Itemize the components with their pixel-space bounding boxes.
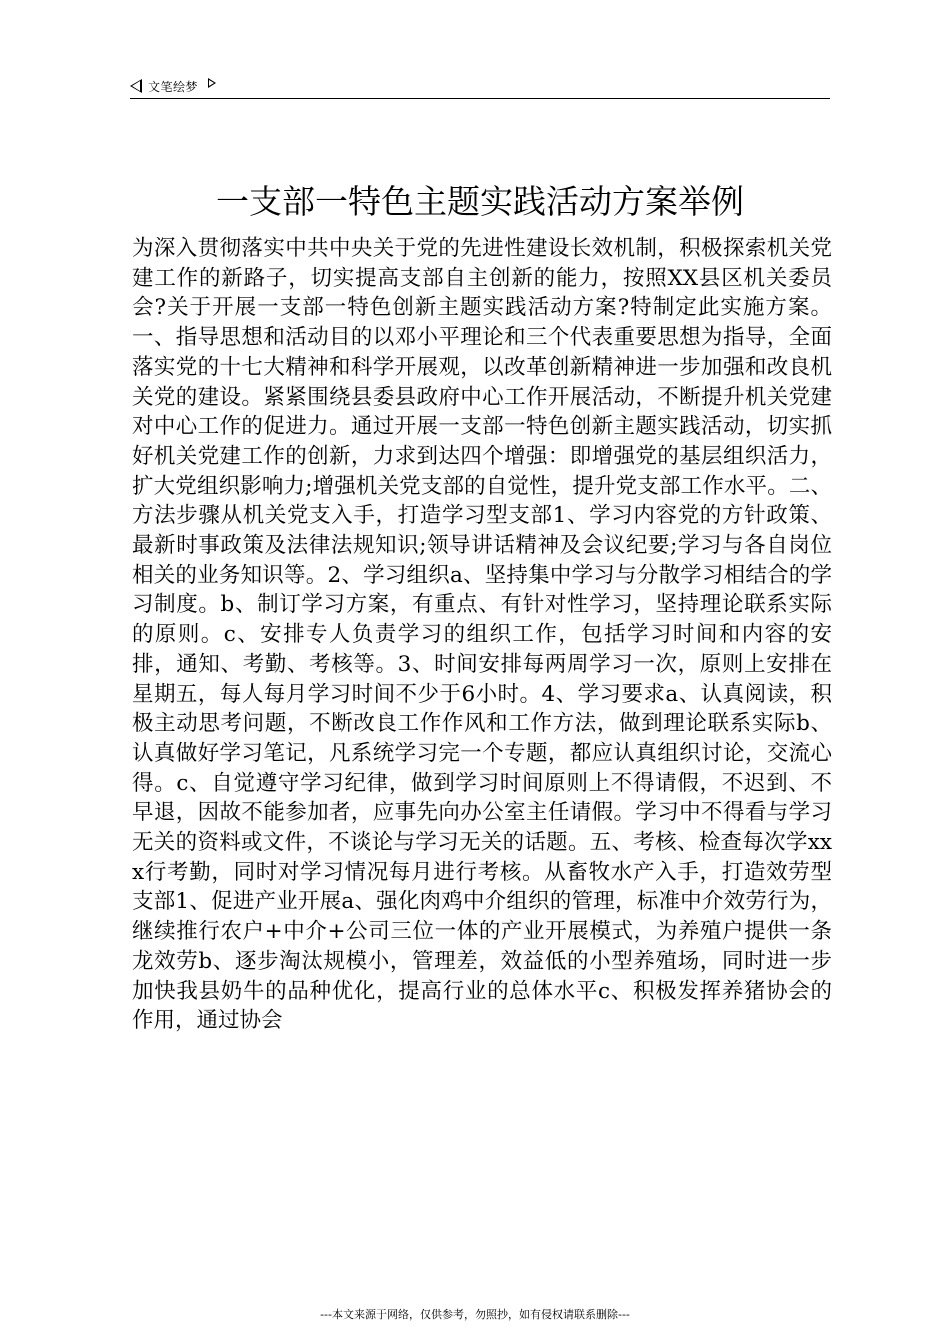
- footer-notice: ---本文来源于网络，仅供参考，勿照抄，如有侵权请联系删除---: [320, 1308, 630, 1321]
- triangle-left-icon: [130, 79, 142, 93]
- document-body: 为深入贯彻落实中共中央关于党的先进性建设长效机制，积极探索机关党建工作的新路子，切实提高支部自主创新的能力，按照XX县区机关委员会?关于开展一支部一特色创新主题实践活动方案?特制定此实施方案。一、指导思想和活动目的以邓小平理论和三个代表重要思想为指导，全面落实党的十七大精神和科学开展观，以改革创新精神进一步加强和改良机关党的建设。紧紧围绕县委县政府中心工作开展活动，不断提升机关党建对中心工作的促进力。通过开展一支部一特色创新主题实践活动，切实抓好机关党建工作的创新，力求到达四个增强：即增强党的基层组织活力，扩大党组织影响力;增强机关党支部的自觉性，提升党支部工作水平。二、方法步骤从机关党支入手，打造学习型支部1、学习内容党的方针政策、最新时事政策及法律法规知识;领导讲话精神及会议纪要;学习与各自岗位相关的业务知识等。2、学习组织a、坚持集中学习与分散学习相结合的学习制度。b、制订学习方案，有重点、有针对性学习，坚持理论联系实际的原则。c、安排专人负责学习的组织工作，包括学习时间和内容的安排，通知、考勤、考核等。3、时间安排每两周学习一次，原则上安排在星期五，每人每月学习时间不少于6小时。4、学习要求a、认真阅读，积极主动思考问题，不断改良工作作风和工作方法，做到理论联系实际b、认真做好学习笔记，凡系统学习完一个专题，都应认真组织讨论，交流心得。c、自觉遵守学习纪律，做到学习时间原则上不得请假，不迟到、不早退，因故不能参加者，应事先向办公室主任请假。学习中不得看与学习无关的资料或文件，不谈论与学习无关的话题。五、考核、检查每次学xxx行考勤，同时对学习情况每月进行考核。从畜牧水产入手，打造效劳型支部1、促进产业开展a、强化肉鸡中介组织的管理，标准中介效劳行为，继续推行农户+中介+公司三位一体的产业开展模式，为养殖户提供一条龙效劳b、逐步淘汰规模小，管理差，效益低的小型养殖场，同时进一步加快我县奶牛的品种优化，提高行业的总体水平c、积极发挥养猪协会的作用，通过协会: [132, 236, 832, 1034]
- header-divider: [130, 98, 830, 99]
- header-brand: 文笔绘梦: [148, 79, 199, 94]
- page-header: [130, 74, 830, 98]
- document-title: 一支部一特色主题实践活动方案举例: [216, 182, 744, 221]
- triangle-right-icon: [208, 78, 216, 88]
